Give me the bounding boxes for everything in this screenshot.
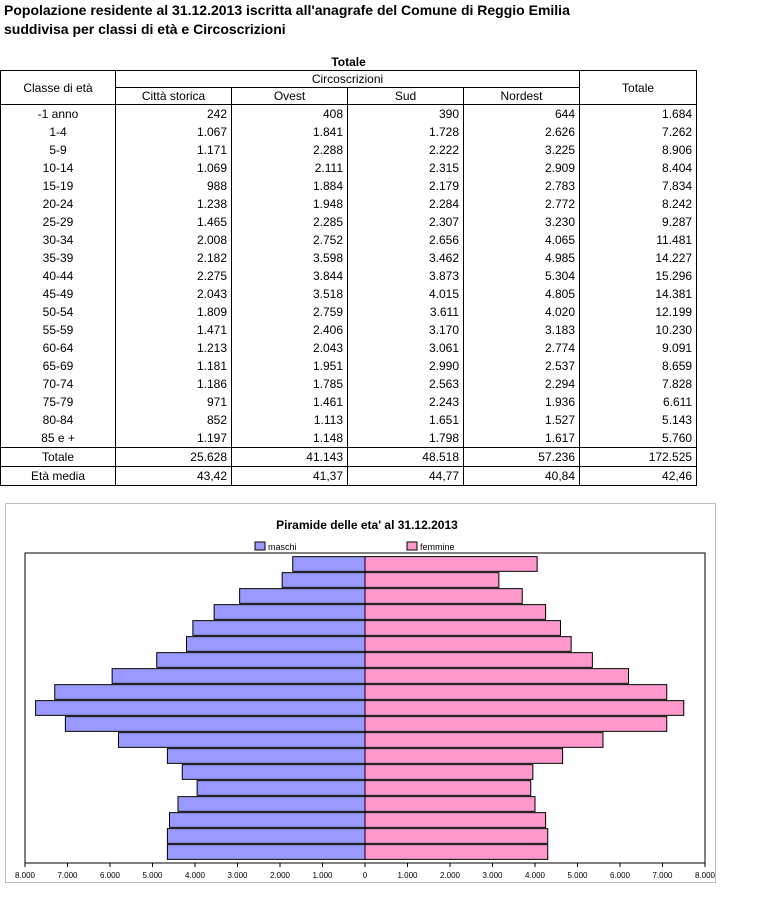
- x-tick-label: 8.000: [694, 871, 715, 880]
- table-row: [1, 231, 697, 249]
- x-tick-label: 8.000: [14, 871, 36, 880]
- bar-maschi: [170, 813, 366, 828]
- age-class-cell: 60-64: [1, 339, 116, 357]
- bar-maschi: [157, 653, 365, 668]
- value-cell: 2.772: [464, 195, 580, 213]
- x-tick-label: 3.000: [482, 871, 503, 880]
- value-cell: 2.783: [464, 177, 580, 195]
- age-class-cell: 45-49: [1, 285, 116, 303]
- value-cell: 971: [116, 393, 232, 411]
- table-row: [1, 267, 697, 285]
- value-cell: 1.951: [232, 357, 348, 375]
- table-row: [1, 321, 697, 339]
- value-cell: 2.288: [232, 141, 348, 159]
- value-cell: 3.170: [348, 321, 464, 339]
- value-cell: 3.462: [348, 249, 464, 267]
- value-cell: 1.809: [116, 303, 232, 321]
- age-class-cell: 35-39: [1, 249, 116, 267]
- age-class-cell: 15-19: [1, 177, 116, 195]
- title-line-1: Popolazione residente al 31.12.2013 iscritta all'anagrafe del Comune di Reggio Emilia: [4, 2, 570, 18]
- bar-femmine: [365, 813, 546, 828]
- bar-maschi: [112, 669, 365, 684]
- mean-label: Età media: [1, 467, 116, 486]
- row-total-cell: 14.381: [580, 285, 697, 303]
- value-cell: 1.785: [232, 375, 348, 393]
- x-tick-label: 3.000: [227, 871, 248, 880]
- value-cell: 1.465: [116, 213, 232, 231]
- x-tick-label: 6.000: [609, 871, 631, 880]
- value-cell: 1.461: [232, 393, 348, 411]
- value-cell: 2.243: [348, 393, 464, 411]
- value-cell: 1.113: [232, 411, 348, 429]
- value-cell: 2.284: [348, 195, 464, 213]
- header-col-0: Città storica: [116, 88, 232, 105]
- value-cell: 2.315: [348, 159, 464, 177]
- bar-maschi: [167, 845, 365, 860]
- table-row: [1, 123, 697, 141]
- x-axis: [15, 863, 715, 880]
- value-cell: 1.186: [116, 375, 232, 393]
- bar-maschi: [167, 749, 365, 764]
- value-cell: 2.537: [464, 357, 580, 375]
- x-tick-label: 1.000: [312, 871, 333, 880]
- value-cell: 1.069: [116, 159, 232, 177]
- bar-maschi: [193, 621, 365, 636]
- pyramid-chart: [6, 504, 715, 882]
- value-cell: 1.471: [116, 321, 232, 339]
- value-cell: 2.563: [348, 375, 464, 393]
- age-class-cell: 10-14: [1, 159, 116, 177]
- bar-maschi: [119, 733, 366, 748]
- value-cell: 4.015: [348, 285, 464, 303]
- value-cell: 2.043: [116, 285, 232, 303]
- value-cell: 2.182: [116, 249, 232, 267]
- value-cell: 1.936: [464, 393, 580, 411]
- row-total-cell: 15.296: [580, 267, 697, 285]
- bar-maschi: [36, 701, 365, 716]
- table-row: [1, 357, 697, 375]
- legend-label-maschi: maschi: [268, 542, 297, 552]
- row-total-cell: 5.760: [580, 429, 697, 448]
- x-tick-label: 2.000: [269, 871, 291, 880]
- header-col-2: Sud: [348, 88, 464, 105]
- row-total-cell: 8.906: [580, 141, 697, 159]
- row-total-cell: 9.287: [580, 213, 697, 231]
- value-cell: 2.008: [116, 231, 232, 249]
- value-cell: 2.222: [348, 141, 464, 159]
- table-caption: Totale: [331, 55, 366, 69]
- value-cell: 2.990: [348, 357, 464, 375]
- legend-label-femmine: femmine: [420, 542, 455, 552]
- value-cell: 2.307: [348, 213, 464, 231]
- header-age: Classe di età: [1, 71, 116, 105]
- value-cell: 2.285: [232, 213, 348, 231]
- value-cell: 2.626: [464, 123, 580, 141]
- table-row: [1, 393, 697, 411]
- bar-maschi: [182, 765, 365, 780]
- bar-femmine: [365, 733, 603, 748]
- value-cell: 3.598: [232, 249, 348, 267]
- table-mean-row: [1, 467, 697, 486]
- value-cell: 1.213: [116, 339, 232, 357]
- table-row: [1, 429, 697, 448]
- age-class-cell: -1 anno: [1, 105, 116, 124]
- age-class-cell: 50-54: [1, 303, 116, 321]
- total-cell: 25.628: [116, 448, 232, 467]
- row-total-cell: 8.659: [580, 357, 697, 375]
- bar-femmine: [365, 749, 563, 764]
- value-cell: 3.183: [464, 321, 580, 339]
- bar-maschi: [293, 557, 365, 572]
- age-class-cell: 20-24: [1, 195, 116, 213]
- age-class-cell: 80-84: [1, 411, 116, 429]
- value-cell: 1.617: [464, 429, 580, 448]
- value-cell: 3.873: [348, 267, 464, 285]
- row-total-cell: 7.828: [580, 375, 697, 393]
- value-cell: 2.656: [348, 231, 464, 249]
- age-class-cell: 70-74: [1, 375, 116, 393]
- value-cell: 1.651: [348, 411, 464, 429]
- row-total-cell: 7.834: [580, 177, 697, 195]
- table-row: [1, 375, 697, 393]
- bar-femmine: [365, 685, 667, 700]
- value-cell: 2.179: [348, 177, 464, 195]
- value-cell: 3.844: [232, 267, 348, 285]
- value-cell: 1.841: [232, 123, 348, 141]
- bar-maschi: [282, 573, 365, 588]
- value-cell: 1.527: [464, 411, 580, 429]
- value-cell: 4.985: [464, 249, 580, 267]
- value-cell: 644: [464, 105, 580, 124]
- bar-femmine: [365, 845, 548, 860]
- table-row: [1, 249, 697, 267]
- value-cell: 2.275: [116, 267, 232, 285]
- value-cell: 1.948: [232, 195, 348, 213]
- value-cell: 4.065: [464, 231, 580, 249]
- table-row: [1, 195, 697, 213]
- bar-femmine: [365, 829, 548, 844]
- table-body: [1, 105, 697, 486]
- mean-cell: 43,42: [116, 467, 232, 486]
- bar-maschi: [187, 637, 366, 652]
- x-tick-label: 6.000: [99, 871, 121, 880]
- x-tick-label: 7.000: [652, 871, 673, 880]
- bar-femmine: [365, 717, 667, 732]
- bar-femmine: [365, 669, 629, 684]
- value-cell: 3.230: [464, 213, 580, 231]
- value-cell: 988: [116, 177, 232, 195]
- age-class-cell: 30-34: [1, 231, 116, 249]
- row-total-cell: 14.227: [580, 249, 697, 267]
- age-class-cell: 1-4: [1, 123, 116, 141]
- population-table: [0, 55, 697, 486]
- legend-swatch-femmine: [407, 542, 417, 550]
- value-cell: 3.225: [464, 141, 580, 159]
- row-total-cell: 6.611: [580, 393, 697, 411]
- page-title: [4, 1, 570, 39]
- value-cell: 1.148: [232, 429, 348, 448]
- header-col-1: Ovest: [232, 88, 348, 105]
- age-class-cell: 75-79: [1, 393, 116, 411]
- bar-maschi: [240, 589, 365, 604]
- x-tick-label: 2.000: [439, 871, 461, 880]
- bar-maschi: [197, 781, 365, 796]
- age-class-cell: 5-9: [1, 141, 116, 159]
- total-label: Totale: [1, 448, 116, 467]
- bar-femmine: [365, 797, 535, 812]
- table-row: [1, 177, 697, 195]
- table-row: [1, 159, 697, 177]
- table-row: [1, 105, 697, 124]
- value-cell: 2.759: [232, 303, 348, 321]
- value-cell: 2.909: [464, 159, 580, 177]
- bar-maschi: [214, 605, 365, 620]
- header-circoscrizioni: Circoscrizioni: [116, 71, 580, 88]
- header-col-3: Nordest: [464, 88, 580, 105]
- bar-femmine: [365, 557, 537, 572]
- x-tick-label: 1.000: [397, 871, 418, 880]
- x-tick-label: 4.000: [524, 871, 546, 880]
- bar-femmine: [365, 589, 522, 604]
- row-total-cell: 7.262: [580, 123, 697, 141]
- table-row: [1, 411, 697, 429]
- total-cell: 41.143: [232, 448, 348, 467]
- x-tick-label: 7.000: [57, 871, 78, 880]
- total-cell: 172.525: [580, 448, 697, 467]
- row-total-cell: 8.242: [580, 195, 697, 213]
- x-tick-label: 0: [362, 871, 368, 880]
- value-cell: 1.197: [116, 429, 232, 448]
- value-cell: 5.304: [464, 267, 580, 285]
- legend-swatch-maschi: [255, 542, 265, 550]
- value-cell: 2.406: [232, 321, 348, 339]
- value-cell: 2.774: [464, 339, 580, 357]
- row-total-cell: 5.143: [580, 411, 697, 429]
- chart-title: Piramide delle eta' al 31.12.2013: [276, 518, 458, 532]
- row-total-cell: 10.230: [580, 321, 697, 339]
- x-tick-label: 4.000: [184, 871, 206, 880]
- value-cell: 3.518: [232, 285, 348, 303]
- age-class-cell: 55-59: [1, 321, 116, 339]
- x-tick-label: 5.000: [567, 871, 588, 880]
- row-total-cell: 11.481: [580, 231, 697, 249]
- value-cell: 1.181: [116, 357, 232, 375]
- value-cell: 390: [348, 105, 464, 124]
- value-cell: 1.238: [116, 195, 232, 213]
- table-total-row: [1, 448, 697, 467]
- total-cell: 57.236: [464, 448, 580, 467]
- bar-femmine: [365, 765, 533, 780]
- value-cell: 408: [232, 105, 348, 124]
- age-class-cell: 40-44: [1, 267, 116, 285]
- value-cell: 242: [116, 105, 232, 124]
- value-cell: 4.020: [464, 303, 580, 321]
- total-cell: 48.518: [348, 448, 464, 467]
- value-cell: 3.061: [348, 339, 464, 357]
- value-cell: 2.294: [464, 375, 580, 393]
- mean-cell: 41,37: [232, 467, 348, 486]
- value-cell: 1.884: [232, 177, 348, 195]
- title-line-2: suddivisa per classi di età e Circoscrizioni: [4, 21, 286, 37]
- value-cell: 4.805: [464, 285, 580, 303]
- row-total-cell: 1.684: [580, 105, 697, 124]
- bars-group: [36, 557, 684, 860]
- mean-cell: 42,46: [580, 467, 697, 486]
- value-cell: 2.752: [232, 231, 348, 249]
- bar-femmine: [365, 573, 499, 588]
- bar-femmine: [365, 605, 546, 620]
- row-total-cell: 12.199: [580, 303, 697, 321]
- table-row: [1, 303, 697, 321]
- value-cell: 852: [116, 411, 232, 429]
- table-row: [1, 339, 697, 357]
- row-total-cell: 9.091: [580, 339, 697, 357]
- age-class-cell: 65-69: [1, 357, 116, 375]
- value-cell: 1.728: [348, 123, 464, 141]
- value-cell: 2.111: [232, 159, 348, 177]
- pyramid-chart-frame: [5, 503, 716, 883]
- bar-femmine: [365, 637, 571, 652]
- value-cell: 3.611: [348, 303, 464, 321]
- bar-femmine: [365, 701, 684, 716]
- bar-maschi: [65, 717, 365, 732]
- value-cell: 1.171: [116, 141, 232, 159]
- header-total: Totale: [580, 71, 697, 105]
- table-row: [1, 213, 697, 231]
- bar-femmine: [365, 653, 592, 668]
- bar-maschi: [55, 685, 365, 700]
- bar-maschi: [167, 829, 365, 844]
- value-cell: 1.067: [116, 123, 232, 141]
- value-cell: 1.798: [348, 429, 464, 448]
- age-class-cell: 25-29: [1, 213, 116, 231]
- mean-cell: 40,84: [464, 467, 580, 486]
- bar-femmine: [365, 781, 531, 796]
- table-row: [1, 141, 697, 159]
- age-class-cell: 85 e +: [1, 429, 116, 448]
- mean-cell: 44,77: [348, 467, 464, 486]
- value-cell: 2.043: [232, 339, 348, 357]
- bar-maschi: [178, 797, 365, 812]
- row-total-cell: 8.404: [580, 159, 697, 177]
- x-tick-label: 5.000: [142, 871, 163, 880]
- bar-femmine: [365, 621, 561, 636]
- table-row: [1, 285, 697, 303]
